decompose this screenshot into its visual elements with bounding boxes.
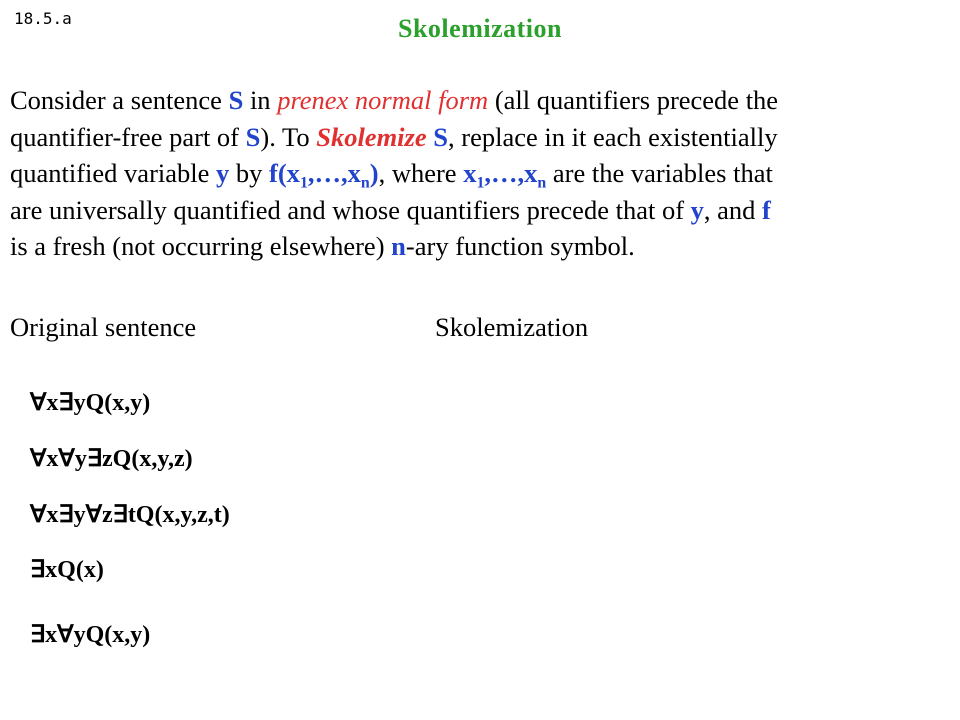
formula-1: ∀x∃yQ(x,y) <box>30 390 151 416</box>
sentence-symbol: S <box>433 121 448 152</box>
text-run: , where <box>378 158 464 188</box>
paragraph-line-4 <box>10 192 945 229</box>
formula-4: ∃xQ(x) <box>30 557 104 583</box>
subscript: 1 <box>476 174 485 192</box>
text-run: Consider a sentence <box>10 85 229 115</box>
variable-y: y <box>216 158 230 188</box>
prenex-normal-form-term: prenex normal form <box>277 85 489 115</box>
skolemization-header: Skolemization <box>435 312 589 342</box>
text-run: ,…,x <box>307 158 361 188</box>
text-run: ) <box>369 158 379 188</box>
subscript: n <box>360 174 370 192</box>
skolemize-term: Skolemize <box>316 121 427 152</box>
text-run: ). To <box>260 121 317 152</box>
slide-number: 18.5.a <box>14 9 72 28</box>
definition-paragraph <box>10 82 945 265</box>
paragraph-line-1 <box>10 82 945 119</box>
subscript: 1 <box>299 174 308 192</box>
text-run: , and <box>703 194 763 225</box>
text-run: are the variables that <box>546 158 773 188</box>
formula-5: ∃x∀yQ(x,y) <box>30 622 151 648</box>
text-run: quantifier-free part of <box>10 121 246 152</box>
paragraph-line-2 <box>10 119 945 156</box>
text-run: is a fresh (not occurring elsewhere) <box>10 231 392 261</box>
variable-y: y <box>690 194 704 225</box>
text-run: in <box>243 85 278 115</box>
original-sentence-header: Original sentence <box>10 312 197 342</box>
function-symbol-f: f <box>762 194 771 225</box>
formula-2: ∀x∀y∃zQ(x,y,z) <box>30 446 193 472</box>
subscript: n <box>537 174 547 192</box>
paragraph-line-3 <box>10 155 945 192</box>
paragraph-line-5 <box>10 228 945 265</box>
text-run: (all quantifiers precede the <box>488 85 779 115</box>
arity-n: n <box>391 231 406 261</box>
text-run: ,…,x <box>484 158 538 188</box>
text-run: by <box>229 158 270 188</box>
variable-list <box>463 158 547 192</box>
text-run: quantified variable <box>10 158 217 188</box>
text-run: x <box>463 158 477 188</box>
formula-3: ∀x∃y∀z∃tQ(x,y,z,t) <box>30 502 230 528</box>
text-run: , replace in it each existentially <box>448 121 778 152</box>
text-run: -ary function symbol. <box>405 231 635 261</box>
skolem-function-expr <box>269 158 379 192</box>
page-title: Skolemization <box>398 14 562 43</box>
text-run: are universally quantified and whose quantifiers precede that of <box>10 194 691 225</box>
text-run: f(x <box>269 158 300 188</box>
sentence-symbol: S <box>245 121 261 152</box>
sentence-symbol: S <box>228 85 244 115</box>
